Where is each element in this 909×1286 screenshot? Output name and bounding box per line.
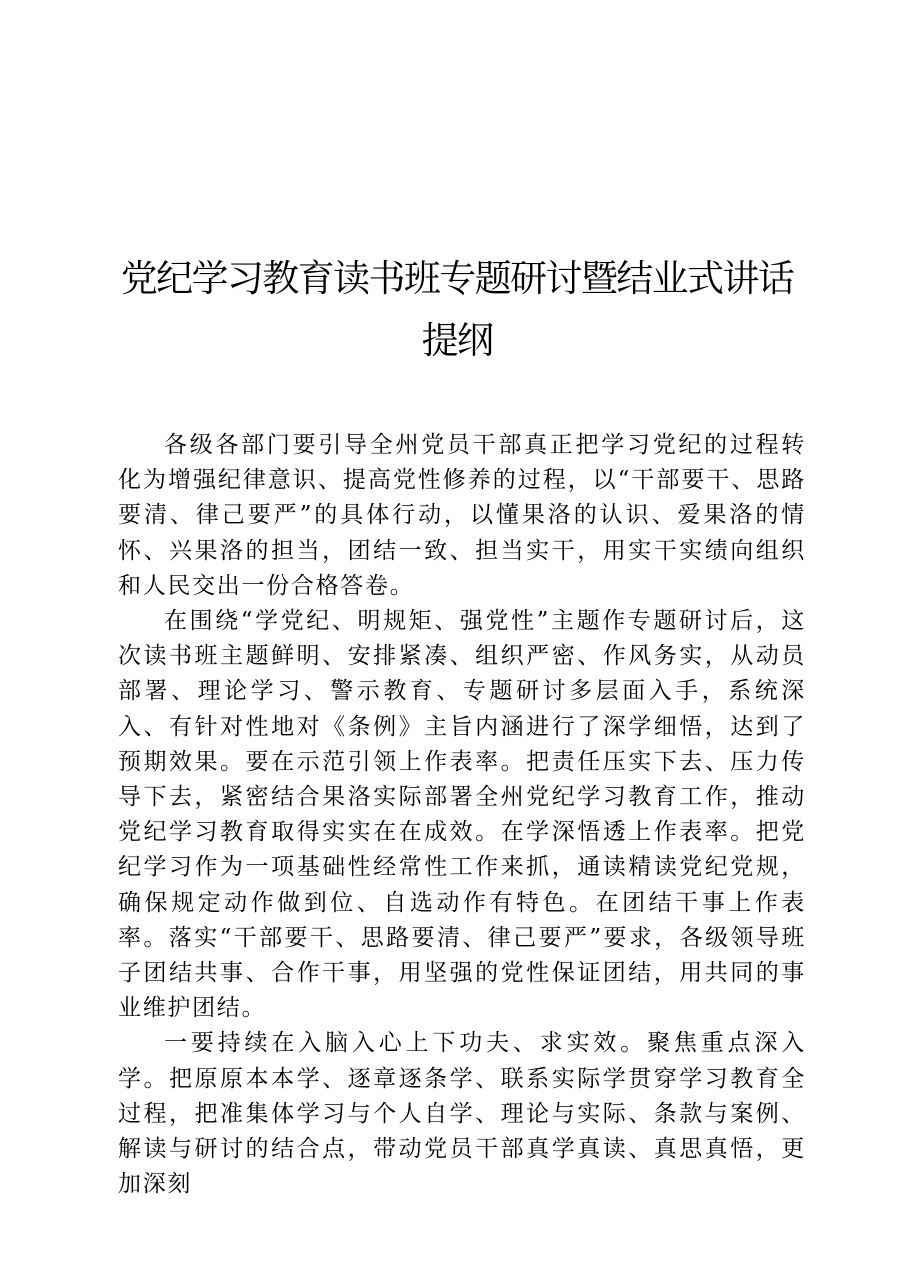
paragraph-1: 各级各部门要引导全州党员干部真正把学习党纪的过程转化为增强纪律意识、提高党性修养的过程，以“干部要干、思路要清、律己要严”的具体行动，以懂果洛的认识、爱果洛的情怀、兴果洛的担当，团结一致、担当实干，用实干实绩向组织和人民交出一份合格答卷。	[118, 432, 806, 599]
document-body	[118, 428, 806, 1202]
document-title: 党纪学习教育读书班专题研讨暨结业式讲话提纲	[120, 257, 794, 362]
paragraph-3: 一要持续在入脑入心上下功夫、求实效。聚焦重点深入学。把原原本本学、逐章逐条学、联系实际学贯穿学习教育全过程，把准集体学习与个人自学、理论与实际、条款与案例、解读与研讨的结合点，带动党员干部真学真读、真思真悟，更加深刻	[118, 1030, 806, 1198]
paragraph-2: 在围绕“学党纪、明规矩、强党性”主题作专题研讨后，这次读书班主题鲜明、安排紧凑、组织严密、作风务实，从动员部署、理论学习、警示教育、专题研讨多层面入手，系统深入、有针对性地对《条例》主旨内涵进行了深学细悟，达到了预期效果。要在示范引领上作表率。把责任压实下去、压力传导下去，紧密结合果洛实际部署全州党纪学习教育工作，推动党纪学习教育取得实实在在成效。在学深悟透上作表率。把党纪学习作为一项基础性经常性工作来抓，通读精读党纪党规，确保规定动作做到位、自选动作有特色。在团结干事上作表率。落实“干部要干、思路要清、律己要严”要求，各级领导班子团结共事、合作干事，用坚强的党性保证团结，用共同的事业维护团结。	[118, 608, 806, 1022]
